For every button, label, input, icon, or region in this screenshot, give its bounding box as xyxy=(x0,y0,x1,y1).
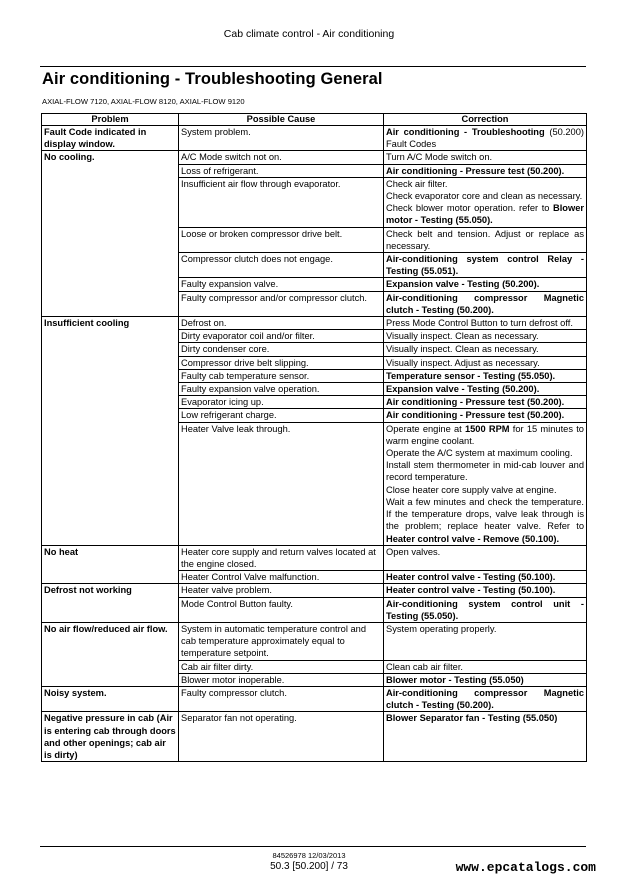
correction-reference: Air conditioning - Pressure test (50.200). xyxy=(386,397,565,408)
correction-cell xyxy=(384,673,587,686)
table-row xyxy=(42,545,587,570)
correction-text: Operate engine at xyxy=(386,423,465,434)
cause-cell: Mode Control Button faulty. xyxy=(179,597,384,622)
correction-cell xyxy=(384,291,587,316)
table-row xyxy=(42,126,587,151)
cause-cell: Loss of refrigerant. xyxy=(179,164,384,177)
watermark: www.epcatalogs.com xyxy=(455,860,596,875)
correction-reference: Expansion valve - Testing (50.200). xyxy=(386,384,540,395)
correction-reference: Air-conditioning compressor Magnetic clutch - Testing (50.200). xyxy=(386,687,584,711)
correction-reference: Heater control valve - Testing (50.100). xyxy=(386,585,556,596)
correction-cell xyxy=(384,330,587,343)
problem-cell: Fault Code indicated in display window. xyxy=(42,126,179,151)
page-reference: 50.3 [50.200] / 73 xyxy=(270,861,348,872)
header-possible-cause: Possible Cause xyxy=(179,114,384,126)
correction-reference: Heater control valve - Remove (50.100). xyxy=(386,533,560,544)
cause-cell: Insufficient air flow through evaporator. xyxy=(179,177,384,227)
correction-cell xyxy=(384,545,587,570)
correction-cell xyxy=(384,622,587,660)
cause-cell: A/C Mode switch not on. xyxy=(179,151,384,164)
correction-reference: Air-conditioning system control unit - Testing (55.050). xyxy=(386,598,584,621)
correction-cell xyxy=(384,422,587,545)
problem-cell: Insufficient cooling xyxy=(42,317,179,546)
correction-cell xyxy=(384,227,587,252)
cause-cell: System in automatic temperature control and cab temperature approximately equal to temperature setpoint. xyxy=(179,622,384,660)
correction-cell xyxy=(384,686,587,711)
correction-cell xyxy=(384,712,587,762)
correction-text: Wait a few minutes and check the temperature. If the temperature drops, valve leak through is the problem; replace heater valve. Refer to xyxy=(386,496,584,532)
cause-cell: Compressor clutch does not engage. xyxy=(179,253,384,278)
header-problem: Problem xyxy=(42,114,179,126)
correction-cell xyxy=(384,253,587,278)
correction-reference: Heater control valve - Testing (50.100). xyxy=(386,572,556,583)
cause-cell: Dirty evaporator coil and/or filter. xyxy=(179,330,384,343)
top-rule xyxy=(40,66,586,67)
cause-cell: Loose or broken compressor drive belt. xyxy=(179,227,384,252)
problem-cell: Noisy system. xyxy=(42,686,179,711)
document-number: 84526978 12/03/2013 xyxy=(272,851,346,860)
table-header-row xyxy=(42,114,587,126)
correction-reference: Blower motor - Testing (55.050) xyxy=(386,674,524,685)
correction-cell xyxy=(384,369,587,382)
correction-text: System operating properly. xyxy=(386,623,497,634)
bottom-rule xyxy=(40,846,586,847)
correction-reference: Air conditioning - Troubleshooting xyxy=(386,127,545,137)
cause-cell: Faulty expansion valve operation. xyxy=(179,383,384,396)
correction-cell xyxy=(384,409,587,422)
correction-cell xyxy=(384,126,587,151)
correction-reference: Blower Separator fan - Testing (55.050) xyxy=(386,713,558,724)
table-row xyxy=(42,622,587,660)
cause-cell: Cab air filter dirty. xyxy=(179,660,384,673)
correction-text: Check evaporator core and clean as necessary. xyxy=(386,191,583,202)
cause-cell: Heater Control Valve malfunction. xyxy=(179,571,384,584)
correction-cell xyxy=(384,164,587,177)
correction-cell xyxy=(384,343,587,356)
correction-reference: Air conditioning - Pressure test (50.200). xyxy=(386,410,565,421)
correction-cell xyxy=(384,396,587,409)
table-row xyxy=(42,584,587,597)
cause-cell: Faulty compressor clutch. xyxy=(179,686,384,711)
correction-text: Open valves. xyxy=(386,546,441,557)
correction-text: Turn A/C Mode switch on. xyxy=(386,152,493,163)
correction-text: Press Mode Control Button to turn defrost off. xyxy=(386,318,573,329)
correction-reference: Temperature sensor - Testing (55.050). xyxy=(386,370,556,381)
cause-cell: Heater core supply and return valves located at the engine closed. xyxy=(179,545,384,570)
correction-cell xyxy=(384,571,587,584)
correction-cell xyxy=(384,317,587,330)
correction-cell xyxy=(384,151,587,164)
correction-reference: Blower motor - Testing (55.050). xyxy=(386,203,584,226)
problem-cell: Negative pressure in cab (Air is entering cab through doors and other openings; cab air is dirty) xyxy=(42,712,179,762)
correction-cell xyxy=(384,356,587,369)
problem-cell: No cooling. xyxy=(42,151,179,317)
correction-text: Close heater core supply valve at engine. xyxy=(386,484,557,495)
correction-reference: Air-conditioning compressor Magnetic clutch - Testing (50.200). xyxy=(386,292,584,315)
correction-cell xyxy=(384,597,587,622)
correction-text: Visually inspect. Clean as necessary. xyxy=(386,344,539,355)
table-body xyxy=(42,126,587,762)
table-row xyxy=(42,317,587,330)
correction-reference: Expansion valve - Testing (50.200). xyxy=(386,279,540,290)
correction-reference: Air-conditioning system control Relay - Testing (55.051). xyxy=(386,254,584,277)
table-row xyxy=(42,712,587,762)
correction-text: Clean cab air filter. xyxy=(386,661,463,672)
problem-cell: Defrost not working xyxy=(42,584,179,623)
correction-text: Install stem thermometer in mid-cab louver and record temperature. xyxy=(386,460,584,483)
correction-reference: 1500 RPM xyxy=(464,423,510,434)
problem-cell: No heat xyxy=(42,545,179,584)
cause-cell: Faulty compressor and/or compressor clutch. xyxy=(179,291,384,316)
correction-cell xyxy=(384,584,587,597)
cause-cell: Faulty cab temperature sensor. xyxy=(179,369,384,382)
correction-text: (50.200) Fault Codes xyxy=(386,127,584,150)
correction-cell xyxy=(384,177,587,227)
cause-cell: Separator fan not operating. xyxy=(179,712,384,762)
problem-cell: No air flow/reduced air flow. xyxy=(42,622,179,686)
correction-text: Visually inspect. Adjust as necessary. xyxy=(386,357,540,368)
cause-cell: Low refrigerant charge. xyxy=(179,409,384,422)
correction-reference: Air conditioning - Pressure test (50.200). xyxy=(386,165,565,176)
cause-cell: Blower motor inoperable. xyxy=(179,673,384,686)
correction-text: Check blower motor operation. refer to xyxy=(386,203,553,214)
cause-cell: Heater Valve leak through. xyxy=(179,422,384,545)
running-head: Cab climate control - Air conditioning xyxy=(223,28,395,40)
correction-text: Operate the A/C system at maximum cooling. xyxy=(386,448,573,459)
cause-cell: System problem. xyxy=(179,126,384,151)
cause-cell: Compressor drive belt slipping. xyxy=(179,356,384,369)
correction-cell xyxy=(384,660,587,673)
cause-cell: Defrost on. xyxy=(179,317,384,330)
header-correction: Correction xyxy=(384,114,587,126)
correction-text: for 15 minutes to warm engine coolant. xyxy=(386,423,584,446)
model-list: AXIAL-FLOW 7120, AXIAL-FLOW 8120, AXIAL-FLOW 9120 xyxy=(42,97,245,106)
cause-cell: Evaporator icing up. xyxy=(179,396,384,409)
page-title: Air conditioning - Troubleshooting General xyxy=(42,70,383,88)
cause-cell: Faulty expansion valve. xyxy=(179,278,384,291)
correction-text: Visually inspect. Clean as necessary. xyxy=(386,331,539,342)
correction-cell xyxy=(384,383,587,396)
cause-cell: Dirty condenser core. xyxy=(179,343,384,356)
cause-cell: Heater valve problem. xyxy=(179,584,384,597)
troubleshooting-table xyxy=(41,113,587,762)
correction-cell xyxy=(384,278,587,291)
table-row xyxy=(42,686,587,711)
correction-text: Check belt and tension. Adjust or replace as necessary. xyxy=(386,228,584,251)
correction-text: Check air filter. xyxy=(386,178,448,189)
table-row xyxy=(42,151,587,164)
